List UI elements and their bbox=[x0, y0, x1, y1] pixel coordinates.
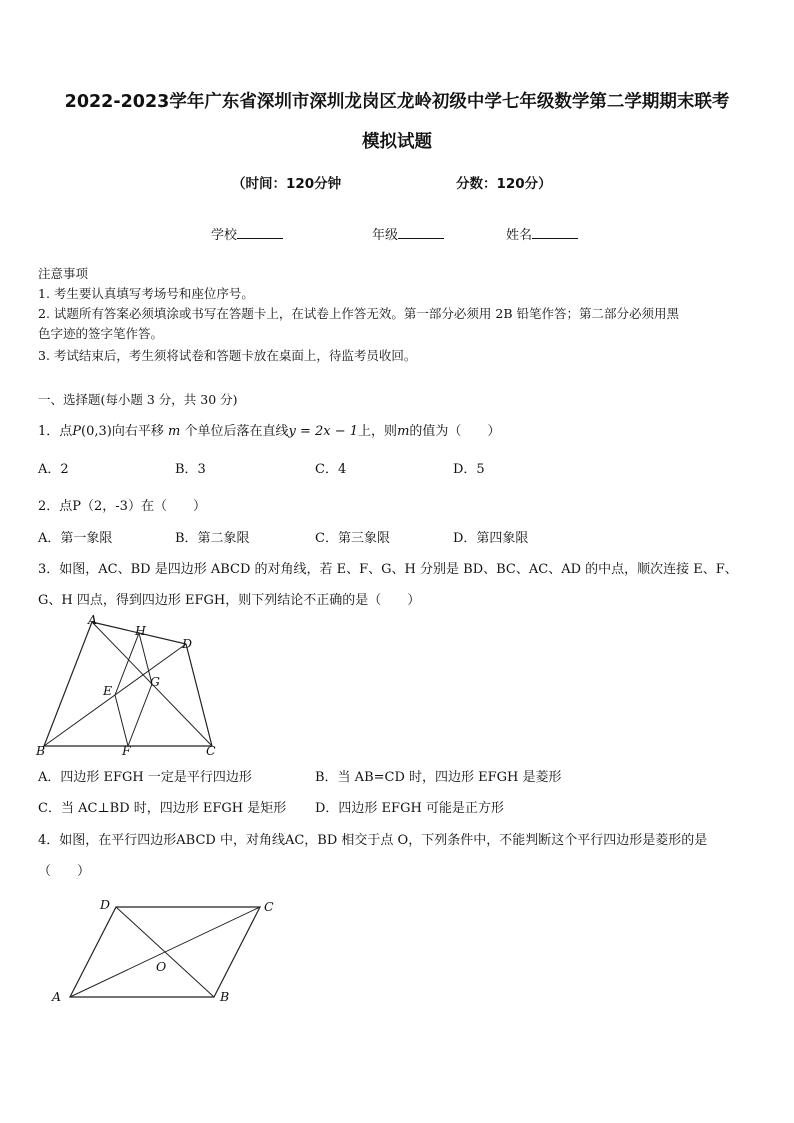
label-a: A bbox=[88, 612, 98, 627]
q3-option-c[interactable]: C．当 AC⊥BD 时，四边形 EFGH 是矩形 bbox=[38, 801, 287, 816]
notice-item-1: 1. 考生要认真填写考场号和座位序号。 bbox=[38, 286, 254, 301]
q3-quadrilateral-figure bbox=[30, 612, 230, 762]
notice-item-3: 3. 考试结束后，考生须将试卷和答题卡放在桌面上，待监考员收回。 bbox=[38, 348, 417, 363]
q2-option-c[interactable]: C．第三象限 bbox=[315, 531, 390, 546]
q2-option-d[interactable]: D．第四象限 bbox=[453, 531, 529, 546]
q1-option-b[interactable]: B．3 bbox=[175, 462, 206, 477]
grade-field[interactable] bbox=[372, 224, 444, 243]
exam-time: （时间：120分钟 bbox=[232, 176, 342, 192]
q3-option-d[interactable]: D．四边形 EFGH 可能是正方形 bbox=[315, 801, 504, 816]
label-o: O bbox=[156, 959, 167, 974]
label-b: B bbox=[36, 743, 46, 758]
quad-efgh bbox=[115, 633, 152, 746]
notice-item-2: 2. 试题所有答案必须填涂或书写在答题卡上，在试卷上作答无效。第一部分必须用 2B 铅笔作答；第二部分必须用黑 bbox=[38, 306, 679, 321]
question-1-stem: 1．点P(0,3)向右平移 m 个单位后落在直线y = 2x − 1上，则m的值为（ ） bbox=[38, 424, 501, 439]
question-3-stem-line1: 3．如图，AC、BD 是四边形 ABCD 的对角线，若 E、F、G、H 分别是 BD、BC、AC、AD 的中点，顺次连接 E、F、 bbox=[38, 562, 738, 577]
diagonal-bd bbox=[116, 907, 214, 997]
exam-score: 分数：120分） bbox=[456, 176, 552, 192]
label-f: F bbox=[122, 743, 131, 758]
q4-parallelogram-figure bbox=[46, 893, 286, 1008]
name-field[interactable] bbox=[506, 224, 578, 243]
notice-heading: 注意事项 bbox=[38, 266, 89, 281]
name-label: 姓名 bbox=[506, 228, 533, 243]
q1-option-d[interactable]: D．5 bbox=[453, 462, 485, 477]
paper-title-line2: 模拟试题 bbox=[362, 132, 432, 152]
label-h: H bbox=[135, 623, 146, 638]
question-2-stem: 2．点P（2，-3）在（ ） bbox=[38, 499, 206, 514]
label-d: D bbox=[100, 897, 111, 912]
question-4-stem-line2: （ ） bbox=[38, 864, 91, 879]
label-d: D bbox=[182, 636, 193, 651]
school-field[interactable] bbox=[211, 224, 283, 243]
grade-label: 年级 bbox=[372, 228, 399, 243]
section-heading: 一、选择题(每小题 3 分，共 30 分) bbox=[38, 392, 238, 407]
label-c: C bbox=[264, 899, 274, 914]
school-label: 学校 bbox=[211, 228, 238, 243]
q3-option-a[interactable]: A．四边形 EFGH 一定是平行四边形 bbox=[38, 770, 252, 785]
label-b: B bbox=[220, 989, 230, 1004]
q2-option-a[interactable]: A．第一象限 bbox=[38, 531, 113, 546]
school-blank[interactable] bbox=[237, 226, 283, 239]
notice-item-2-cont: 色字迹的签字笔作答。 bbox=[38, 326, 164, 341]
label-g: G bbox=[150, 674, 160, 689]
label-a: A bbox=[52, 989, 62, 1004]
paper-title-line1: 2022-2023学年广东省深圳市深圳龙岗区龙岭初级中学七年级数学第二学期期末联考 bbox=[64, 92, 730, 112]
grade-blank[interactable] bbox=[398, 226, 444, 239]
name-blank[interactable] bbox=[532, 226, 578, 239]
q2-option-b[interactable]: B．第二象限 bbox=[175, 531, 250, 546]
q1-option-c[interactable]: C．4 bbox=[315, 462, 347, 477]
q1-option-a[interactable]: A．2 bbox=[38, 462, 69, 477]
question-3-stem-line2: G、H 四点，得到四边形 EFGH，则下列结论不正确的是（ ） bbox=[38, 593, 421, 608]
question-4-stem-line1: 4．如图，在平行四边形ABCD 中，对角线AC，BD 相交于点 O，下列条件中，不能判断这个平行四边形是菱形的是 bbox=[38, 833, 708, 848]
label-c: C bbox=[206, 743, 216, 758]
label-e: E bbox=[103, 683, 113, 698]
q3-option-b[interactable]: B．当 AB=CD 时，四边形 EFGH 是菱形 bbox=[315, 770, 562, 785]
